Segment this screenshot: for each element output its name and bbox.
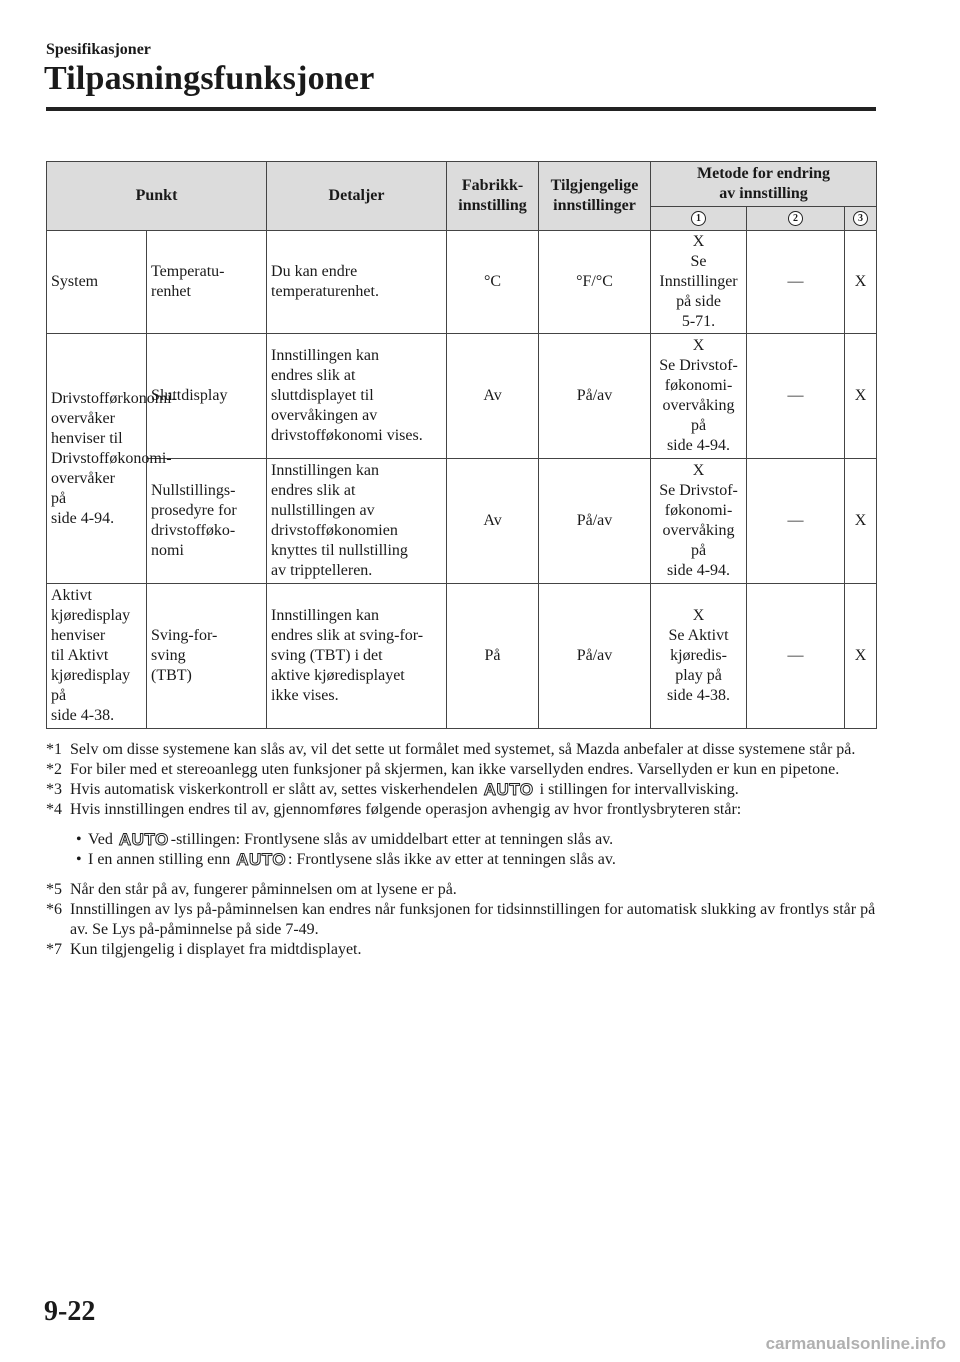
circled-2-icon: 2 bbox=[788, 211, 803, 226]
footnote-marker: *3 bbox=[46, 781, 62, 798]
footnote-marker: *2 bbox=[46, 761, 62, 778]
cell-method-1: X Se Aktivt kjøredis- play på side 4-38. bbox=[651, 584, 747, 729]
table-row bbox=[47, 231, 877, 334]
cell-tilgjengelige: På/av bbox=[539, 334, 651, 459]
bullet-icon: • bbox=[76, 831, 82, 848]
cell-tilgjengelige: På/av bbox=[539, 584, 651, 729]
footnote-marker: *7 bbox=[46, 941, 62, 958]
footnote-3 bbox=[46, 780, 886, 800]
cell-fabrikk: Av bbox=[447, 334, 539, 459]
cell-method-1: X Se Drivstof- føkonomi- overvåking på side 4-94. bbox=[651, 334, 747, 459]
cell-punkt: Aktivt kjøredisplay henviser til Aktivt kjøredisplay på side 4-38. bbox=[47, 584, 147, 729]
cell-method-3: X bbox=[845, 231, 877, 334]
cell-method-1: X Se Innstillinger på side 5-71. bbox=[651, 231, 747, 334]
cell-item: Nullstillings- prosedyre for drivstofføko- nomi bbox=[147, 459, 267, 584]
header-metode: Metode for endring av innstilling bbox=[651, 162, 877, 207]
footnote-text: Hvis automatisk viskerkontroll er slått av, settes viskerhendelen bbox=[70, 781, 478, 798]
footnote-text: Hvis innstillingen endres til av, gjennomføres følgende operasjon avhengig av hvor frontlysbryteren står: bbox=[70, 801, 742, 818]
cell-fabrikk: °C bbox=[447, 231, 539, 334]
cell-method-2: — bbox=[747, 334, 845, 459]
footnote-4 bbox=[46, 800, 886, 820]
cell-fabrikk: På bbox=[447, 584, 539, 729]
bullet-text: : Frontlysene slås ikke av etter at tenningen slås av. bbox=[288, 851, 616, 868]
header-method-3 bbox=[845, 207, 877, 231]
list-item bbox=[76, 850, 886, 870]
header-fabrikk: Fabrikk- innstilling bbox=[447, 162, 539, 231]
page-number: 9-22 bbox=[44, 1296, 96, 1327]
cell-item: Sving-for- sving (TBT) bbox=[147, 584, 267, 729]
footnote-marker: *6 bbox=[46, 901, 62, 918]
footnote-4-bullets bbox=[76, 830, 886, 870]
cell-method-3: X bbox=[845, 584, 877, 729]
footnote-text: Innstillingen av lys på-påminnelsen kan endres når funksjonen for tidsinnstillingen for automatisk slukking av frontlys står på av. Se Lys på-påminnelse på side 7-49. bbox=[70, 901, 876, 938]
cell-item: Temperatu- renhet bbox=[147, 231, 267, 334]
bullet-text: I en annen stilling enn bbox=[88, 851, 231, 868]
cell-method-2: — bbox=[747, 584, 845, 729]
table-row bbox=[47, 334, 877, 459]
cell-punkt: System bbox=[47, 231, 147, 334]
cell-detaljer: Innstillingen kan endres slik at nullstillingen av drivstofføkonomien knyttes til nullstilling av tripptelleren. bbox=[267, 459, 447, 584]
footnote-text: Selv om disse systemene kan slås av, vil det sette ut formålet med systemet, så Mazda anbefaler at disse systemene står på. bbox=[70, 741, 856, 758]
circled-3-icon: 3 bbox=[853, 211, 868, 226]
auto-position-icon: AUTO bbox=[118, 830, 169, 849]
watermark: carmanualsonline.info bbox=[765, 1334, 946, 1353]
cell-method-2: — bbox=[747, 459, 845, 584]
cell-method-3: X bbox=[845, 334, 877, 459]
footnote-text: Når den står på av, fungerer påminnelsen om at lysene er på. bbox=[70, 881, 457, 898]
auto-position-icon: AUTO bbox=[236, 850, 287, 869]
auto-position-icon: AUTO bbox=[483, 780, 534, 799]
bullet-text: Ved bbox=[88, 831, 113, 848]
cell-tilgjengelige: °F/°C bbox=[539, 231, 651, 334]
header-detaljer: Detaljer bbox=[267, 162, 447, 231]
cell-detaljer: Innstillingen kan endres slik at sving-for- sving (TBT) i det aktive kjøredisplayet ikke vises. bbox=[267, 584, 447, 729]
cell-tilgjengelige: På/av bbox=[539, 459, 651, 584]
cell-detaljer: Innstillingen kan endres slik at sluttdisplayet til overvåkingen av drivstofføkonomi vises. bbox=[267, 334, 447, 459]
bullet-icon: • bbox=[76, 851, 82, 868]
header-method-2 bbox=[747, 207, 845, 231]
footnote-text: For biler med et stereoanlegg uten funksjoner på skjermen, kan ikke varsellyden endres. Varsellyden er kun en pipetone. bbox=[70, 761, 840, 778]
header-tilgjengelige: Tilgjengelige innstillinger bbox=[539, 162, 651, 231]
footnote-1 bbox=[46, 740, 886, 760]
cell-punkt-drivstoff: Drivstofførkonomi- overvåker henviser til Drivstofføkonomi- overvåker på side 4-94. bbox=[47, 334, 147, 584]
title-rule bbox=[46, 107, 876, 111]
cell-method-2: — bbox=[747, 231, 845, 334]
footnotes bbox=[46, 740, 886, 960]
section-label: Spesifikasjoner bbox=[46, 41, 151, 58]
footnote-marker: *4 bbox=[46, 801, 62, 818]
footnote-7 bbox=[46, 940, 886, 960]
list-item bbox=[76, 830, 886, 850]
footnote-2 bbox=[46, 760, 886, 780]
cell-detaljer: Du kan endre temperaturenhet. bbox=[267, 231, 447, 334]
header-punkt: Punkt bbox=[47, 162, 267, 231]
cell-fabrikk: Av bbox=[447, 459, 539, 584]
bullet-text: -stillingen: Frontlysene slås av umiddelbart etter at tenningen slås av. bbox=[170, 831, 614, 848]
cell-method-1: X Se Drivstof- føkonomi- overvåking på side 4-94. bbox=[651, 459, 747, 584]
circled-1-icon: 1 bbox=[691, 211, 706, 226]
footnote-text: i stillingen for intervallvisking. bbox=[539, 781, 739, 798]
table-row bbox=[47, 584, 877, 729]
footnote-text: Kun tilgjengelig i displayet fra midtdisplayet. bbox=[70, 941, 362, 958]
footnote-marker: *5 bbox=[46, 881, 62, 898]
footnote-6 bbox=[46, 900, 886, 940]
header-method-1 bbox=[651, 207, 747, 231]
table-row bbox=[47, 459, 877, 584]
page-title: Tilpasningsfunksjoner bbox=[44, 60, 375, 97]
footnote-5 bbox=[46, 880, 886, 900]
footnote-marker: *1 bbox=[46, 741, 62, 758]
settings-table bbox=[46, 161, 877, 729]
cell-method-3: X bbox=[845, 459, 877, 584]
cell-item: Sluttdisplay bbox=[147, 334, 267, 459]
